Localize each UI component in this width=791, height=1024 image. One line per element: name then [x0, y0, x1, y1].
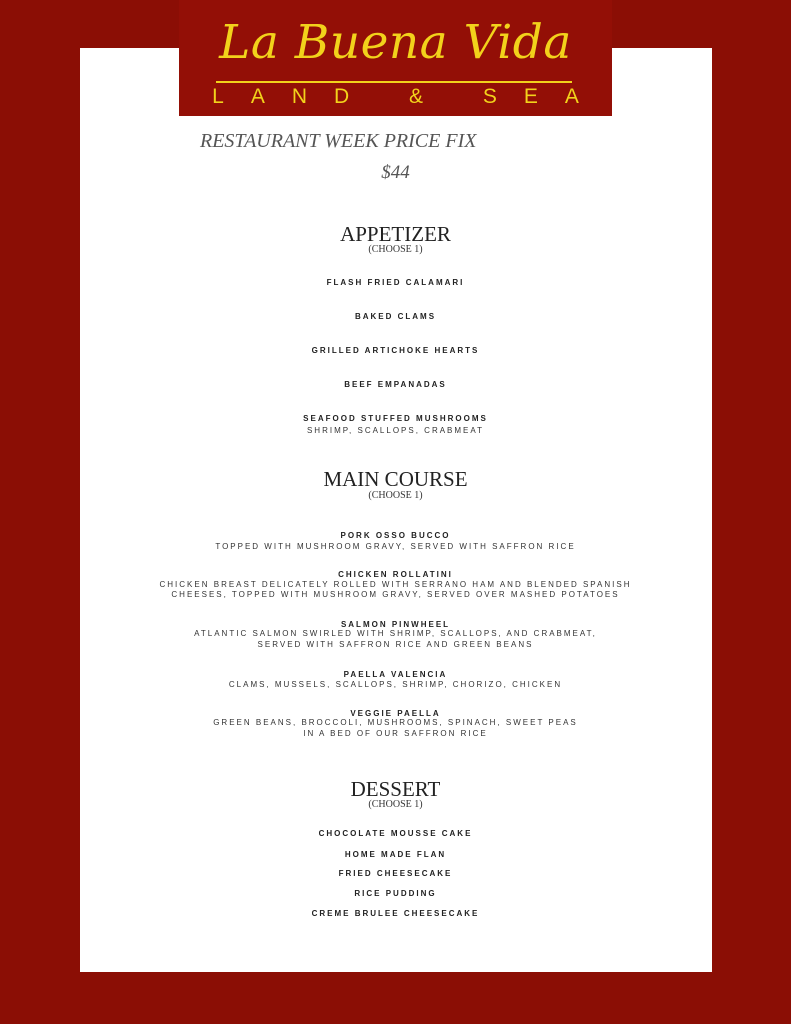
menu-item-description: CHICKEN BREAST DELICATELY ROLLED WITH SERRANO HAM AND BLENDED SPANISH — [159, 580, 632, 589]
menu-item-name: FRIED CHEESECAKE — [338, 869, 453, 878]
appetizer-title: APPETIZER — [340, 222, 451, 246]
logo-divider — [216, 81, 572, 83]
menu-item-description: ATLANTIC SALMON SWIRLED WITH SHRIMP, SCALLOPS, AND CRABMEAT, — [194, 629, 597, 638]
menu-item-description: SHRIMP, SCALLOPS, CRABMEAT — [306, 426, 485, 435]
menu-item-name: SEAFOOD STUFFED MUSHROOMS — [303, 414, 488, 423]
menu-item-description: GREEN BEANS, BROCCOLI, MUSHROOMS, SPINACH, SWEET PEAS — [213, 718, 578, 727]
menu-item-description: SERVED WITH SAFFRON RICE AND GREEN BEANS — [257, 640, 534, 649]
logo-banner — [179, 0, 612, 116]
menu-item-name: SALMON PINWHEEL — [340, 620, 451, 629]
menu-item-name: FLASH FRIED CALAMARI — [326, 278, 465, 287]
menu-item-name: CHICKEN ROLLATINI — [338, 570, 453, 579]
menu-item-name: RICE PUDDING — [354, 889, 437, 898]
main-course-title: MAIN COURSE — [323, 467, 468, 491]
menu-item-name: VEGGIE PAELLA — [350, 709, 441, 718]
menu-item-name: CHOCOLATE MOUSSE CAKE — [318, 829, 473, 838]
menu-item-name: PORK OSSO BUCCO — [340, 531, 451, 540]
menu-price: $44 — [381, 162, 410, 183]
menu-item-name: CREME BRULEE CHEESECAKE — [311, 909, 480, 918]
dessert-title: DESSERT — [350, 777, 441, 801]
menu-item-name: HOME MADE FLAN — [344, 850, 447, 859]
menu-item-description: CLAMS, MUSSELS, SCALLOPS, SHRIMP, CHORIZO, CHICKEN — [228, 680, 563, 689]
menu-item-name: BEEF EMPANADAS — [344, 380, 447, 389]
main-course-choose: (CHOOSE 1) — [368, 490, 423, 501]
menu-item-name: GRILLED ARTICHOKE HEARTS — [311, 346, 480, 355]
dessert-choose: (CHOOSE 1) — [368, 799, 423, 810]
menu-item-name: BAKED CLAMS — [354, 312, 437, 321]
logo-subtitle: LAND & SEA — [212, 85, 606, 108]
logo-script-text: La Buena Vida — [219, 15, 572, 70]
menu-item-description: CHEESES, TOPPED WITH MUSHROOM GRAVY, SERVED OVER MASHED POTATOES — [171, 590, 620, 599]
menu-title: RESTAURANT WEEK PRICE FIX — [200, 130, 477, 152]
appetizer-choose: (CHOOSE 1) — [368, 244, 423, 255]
menu-item-description: TOPPED WITH MUSHROOM GRAVY, SERVED WITH SAFFRON RICE — [215, 542, 576, 551]
menu-item-name: PAELLA VALENCIA — [343, 670, 448, 679]
menu-item-description: IN A BED OF OUR SAFFRON RICE — [303, 729, 488, 738]
